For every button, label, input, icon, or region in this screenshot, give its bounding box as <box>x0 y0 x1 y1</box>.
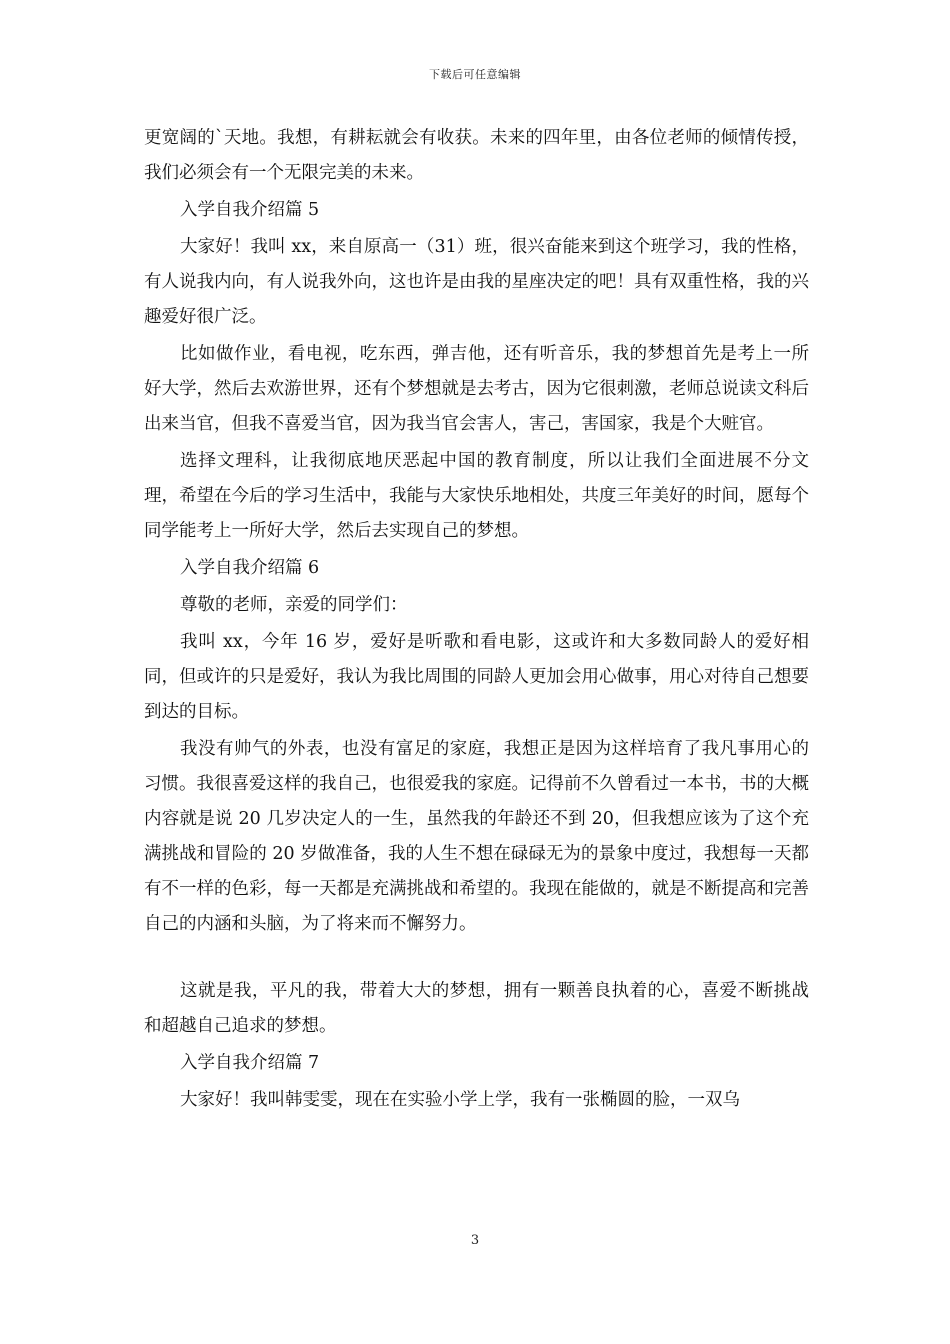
page-header: 下载后可任意编辑 <box>429 68 521 81</box>
paragraph: 大家好！我叫韩雯雯，现在在实验小学上学，我有一张椭圆的脸，一双乌 <box>180 1090 740 1110</box>
paragraph: 尊敬的老师，亲爱的同学们： <box>180 595 408 615</box>
paragraph: 比如做作业，看电视，吃东西，弹吉他，还有听音乐，我的梦想首先是考上一所好大学，然后去欢游世界，还有个梦想就是去考古，因为它很刺激，老师总说读文科后出来当官，但我不喜爱当官，因为我当官会害人，害己，害国家，我是个大赃官。 <box>144 344 809 434</box>
paragraph: 更宽阔的`天地。我想，有耕耘就会有收获。未来的四年里，由各位老师的倾情传授，我们必须会有一个无限完美的未来。 <box>144 128 809 183</box>
paragraph: 我没有帅气的外表，也没有富足的家庭，我想正是因为这样培育了我凡事用心的习惯。我很喜爱这样的我自己，也很爱我的家庭。记得前不久曾看过一本书，书的大概内容就是说 20 几岁决定人的一生，虽然我的年龄还不到 20，但我想应该为了这个充满挑战和冒险的 20 岁做准备，我的人生不想在碌碌无为的景象中度过，我想每一天都有不一样的色彩，每一天都是充满挑战和希望的。我现在能做的，就是不断提高和完善自己的内涵和头脑，为了将来而不懈努力。 <box>144 739 809 934</box>
paragraph: 大家好！我叫 xx，来自原高一（31）班，很兴奋能来到这个班学习，我的性格，有人说我内向，有人说我外向，这也许是由我的星座决定的吧！具有双重性格，我的兴趣爱好很广泛。 <box>144 237 809 327</box>
paragraph: 这就是我，平凡的我，带着大大的梦想，拥有一颗善良执着的心，喜爱不断挑战和超越自己追求的梦想。 <box>144 981 809 1036</box>
paragraph-gap <box>144 944 809 974</box>
paragraph: 选择文理科，让我彻底地厌恶起中国的教育制度，所以让我们全面进展不分文理，希望在今后的学习生活中，我能与大家快乐地相处，共度三年美好的时间，愿每个同学能考上一所好大学，然后去实现自己的梦想。 <box>144 451 809 541</box>
page-number: 3 <box>470 1233 480 1248</box>
section-heading: 入学自我介绍篇 7 <box>180 1053 320 1073</box>
section-heading: 入学自我介绍篇 6 <box>180 558 320 578</box>
document-body <box>144 121 809 1120</box>
section-heading: 入学自我介绍篇 5 <box>180 200 320 220</box>
paragraph: 我叫 xx，今年 16 岁，爱好是听歌和看电影，这或许和大多数同龄人的爱好相同，但或许的只是爱好，我认为我比周围的同龄人更加会用心做事，用心对待自己想要到达的目标。 <box>144 632 809 722</box>
